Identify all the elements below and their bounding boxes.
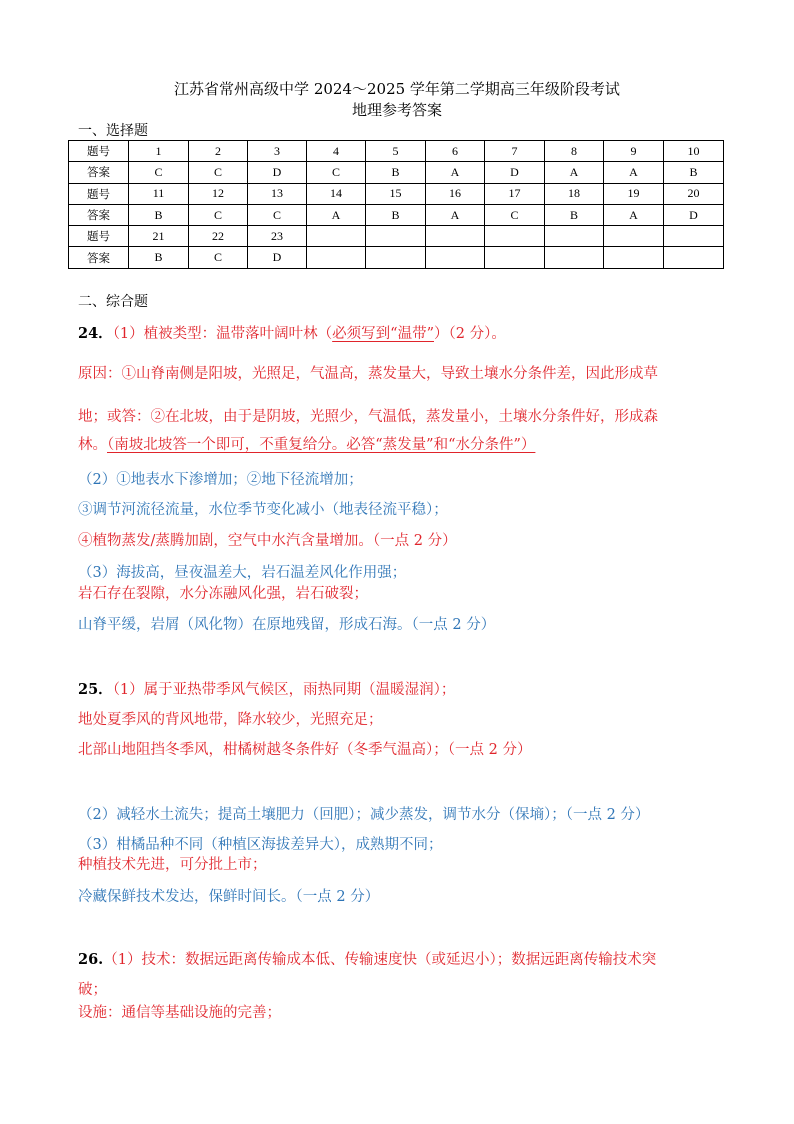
q25-number: 25．: [78, 681, 113, 698]
answer-cell: C: [189, 204, 248, 225]
answer-cell: 9: [604, 141, 664, 162]
answer-cell: [604, 226, 664, 247]
answer-cell: A: [604, 204, 664, 225]
answer-cell: [485, 247, 545, 268]
answer-cell: 10: [664, 141, 724, 162]
answer-table-row: [69, 226, 724, 247]
answer-cell: D: [664, 204, 724, 225]
answer-cell: 15: [366, 183, 426, 204]
row-label: 答案: [69, 247, 129, 268]
answer-cell: [366, 226, 426, 247]
q24-line-3: 地；或答：②在北坡，由于是阴坡，光照少，气温低，蒸发量小，土壤水分条件好，形成森: [78, 409, 658, 425]
answer-table-row: [69, 162, 724, 183]
answer-cell: [485, 226, 545, 247]
answer-cell: [366, 247, 426, 268]
q26-number: 26.: [78, 951, 104, 968]
answer-table-row: [69, 247, 724, 268]
answer-cell: B: [366, 204, 426, 225]
answer-cell: 8: [545, 141, 604, 162]
q24-line-8: （3）海拔高，昼夜温差大，岩石温差风化作用强；: [78, 565, 407, 581]
answer-cell: [426, 247, 485, 268]
answer-cell: [545, 226, 604, 247]
answer-cell: 4: [307, 141, 366, 162]
answer-cell: A: [426, 204, 485, 225]
answer-table: [68, 140, 724, 269]
section-heading-comprehensive: 二、综合题: [78, 294, 148, 310]
answer-cell: 11: [129, 183, 189, 204]
answer-cell: 12: [189, 183, 248, 204]
answer-cell: [307, 226, 366, 247]
answer-cell: D: [248, 247, 307, 268]
q24-line-1: 24．（1）植被类型：温带落叶阔叶林（必须写到“温带”）（2 分）。: [78, 325, 506, 342]
answer-cell: [545, 247, 604, 268]
answer-cell: D: [485, 162, 545, 183]
answer-cell: 17: [485, 183, 545, 204]
document-title: 江苏省常州高级中学 2024～2025 学年第二学期高三年级阶段考试: [174, 80, 620, 98]
q24-number: 24．: [78, 325, 113, 342]
answer-cell: [664, 226, 724, 247]
q25-line-2: 地处夏季风的背风地带，降水较少，光照充足；: [78, 712, 383, 728]
answer-cell: B: [129, 204, 189, 225]
answer-cell: 22: [189, 226, 248, 247]
answer-cell: B: [545, 204, 604, 225]
answer-cell: 13: [248, 183, 307, 204]
q26-line-1: 26.（1）技术：数据远距离传输成本低、传输速度快（或延迟小）；数据远距离传输技术突: [78, 951, 657, 968]
q24-line-10: 山脊平缓，岩屑（风化物）在原地残留，形成石海。（一点 2 分）: [78, 617, 496, 633]
q24-line-5: （2）①地表水下渗增加；②地下径流增加；: [78, 472, 363, 488]
answer-cell: B: [664, 162, 724, 183]
q25-line-4: （2）减轻水土流失；提高土壤肥力（回肥）；减少蒸发，调节水分（保墒）；（一点 2 分）: [78, 807, 650, 823]
answer-cell: 19: [604, 183, 664, 204]
answer-cell: C: [129, 162, 189, 183]
answer-cell: A: [307, 204, 366, 225]
q24-line-9: 岩石存在裂隙，水分冻融风化强，岩石破裂；: [78, 586, 368, 602]
answer-cell: 18: [545, 183, 604, 204]
answer-cell: [604, 247, 664, 268]
q26-line-3: 设施：通信等基础设施的完善；: [78, 1005, 281, 1021]
q24-line-7: ④植物蒸发/蒸腾加剧，空气中水汽含量增加。（一点 2 分）: [78, 533, 457, 549]
q25-line-3: 北部山地阻挡冬季风，柑橘树越冬条件好（冬季气温高）；（一点 2 分）: [78, 742, 532, 758]
q26-line-2: 破；: [78, 982, 107, 998]
row-label: 答案: [69, 162, 129, 183]
answer-cell: C: [189, 247, 248, 268]
answer-cell: 3: [248, 141, 307, 162]
section-heading-choice: 一、选择题: [78, 123, 148, 139]
q25-line-7: 冷藏保鲜技术发达，保鲜时间长。（一点 2 分）: [78, 889, 380, 905]
answer-cell: B: [129, 247, 189, 268]
answer-cell: A: [604, 162, 664, 183]
answer-cell: [426, 226, 485, 247]
answer-cell: 16: [426, 183, 485, 204]
row-label: 题号: [69, 226, 129, 247]
answer-cell: 23: [248, 226, 307, 247]
answer-cell: C: [485, 204, 545, 225]
answer-cell: 6: [426, 141, 485, 162]
answer-cell: C: [307, 162, 366, 183]
answer-cell: 7: [485, 141, 545, 162]
q24-underline-note: 必须写到“温带”: [332, 326, 434, 342]
row-label: 答案: [69, 204, 129, 225]
answer-cell: C: [248, 204, 307, 225]
answer-table-row: [69, 141, 724, 162]
answer-cell: A: [426, 162, 485, 183]
document-subtitle: 地理参考答案: [351, 101, 442, 119]
answer-cell: [307, 247, 366, 268]
answer-cell: 14: [307, 183, 366, 204]
answer-cell: 20: [664, 183, 724, 204]
answer-cell: A: [545, 162, 604, 183]
answer-cell: C: [189, 162, 248, 183]
answer-cell: 21: [129, 226, 189, 247]
answer-cell: [664, 247, 724, 268]
answer-cell: 2: [189, 141, 248, 162]
row-label: 题号: [69, 183, 129, 204]
q24-line-2: 原因：①山脊南侧是阳坡，光照足，气温高，蒸发量大，导致土壤水分条件差，因此形成草: [78, 366, 658, 382]
q24-scoring-note: （南坡北坡答一个即可，不重复给分。必答“蒸发量”和“水分条件”）: [107, 437, 536, 453]
answer-cell: D: [248, 162, 307, 183]
answer-cell: 5: [366, 141, 426, 162]
answer-cell: B: [366, 162, 426, 183]
answer-table-row: [69, 183, 724, 204]
answer-cell: 1: [129, 141, 189, 162]
q25-line-6: 种植技术先进，可分批上市；: [78, 857, 267, 873]
q24-line-4: 林。（南坡北坡答一个即可，不重复给分。必答“蒸发量”和“水分条件”）: [78, 437, 536, 453]
q25-line-1: 25．（1）属于亚热带季风气候区，雨热同期（温暖湿润）；: [78, 681, 456, 698]
q24-line-6: ③调节河流径流量，水位季节变化减小（地表径流平稳）；: [78, 502, 448, 518]
q25-line-5: （3）柑橘品种不同（种植区海拔差异大），成熟期不同；: [78, 837, 443, 853]
row-label: 题号: [69, 141, 129, 162]
answer-table-row: [69, 204, 724, 225]
